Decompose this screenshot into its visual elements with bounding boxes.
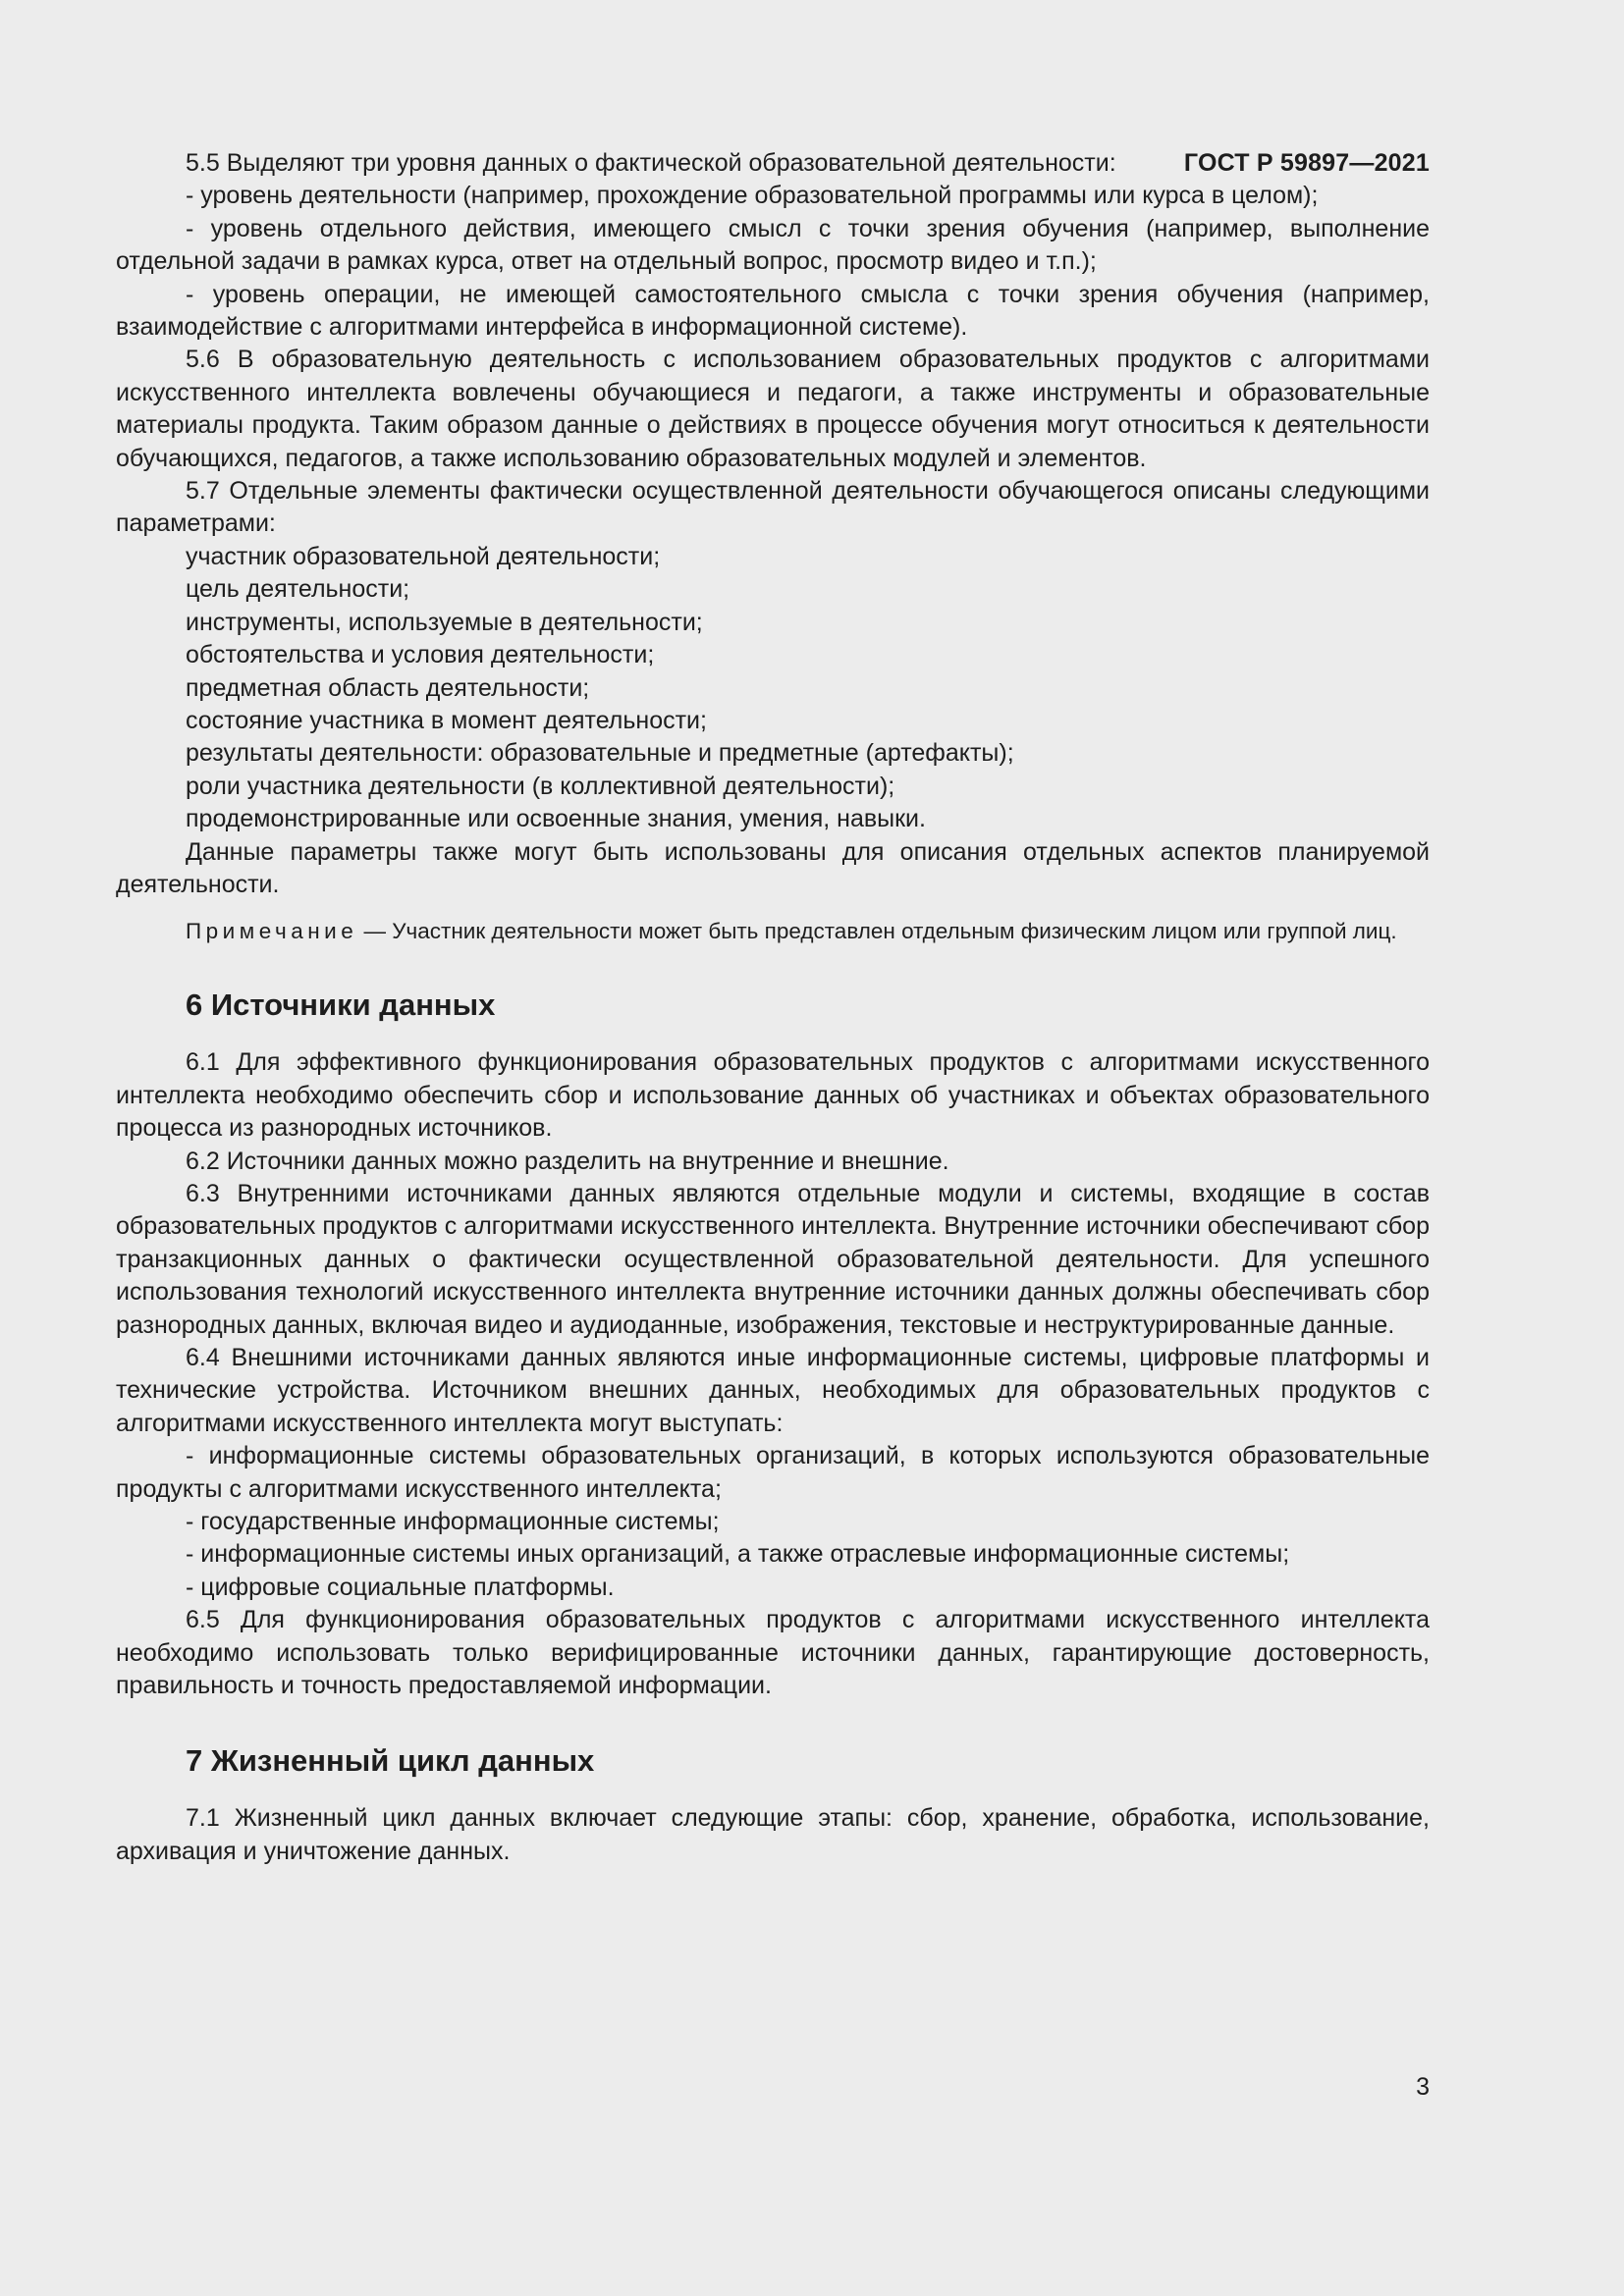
paragraph-5-6: 5.6 В образовательную деятельность с использованием образовательных продуктов с алгоритмами искусственного интеллекта вовлечены обучающиеся и педагоги, а также инструменты и образовательные материалы продукта. Таким образом данные о действиях в процессе обучения могут относиться к деятельности обучающихся, педагогов, а также использованию образовательных модулей и элементов.: [116, 346, 1430, 472]
document-code-header: ГОСТ Р 59897—2021: [1183, 149, 1430, 177]
paragraph-6-5: 6.5 Для функционирования образовательных продуктов с алгоритмами искусственного интеллекта необходимо использовать только верифицированные источники данных, гарантирующие достоверность, правильность и точность предоставляемой информации.: [116, 1606, 1430, 1700]
list-item: состояние участника в момент деятельности;: [186, 706, 707, 734]
list-item: участник образовательной деятельности;: [186, 542, 661, 570]
list-item: - уровень отдельного действия, имеющего смысл с точки зрения обучения (например, выполнение отдельной задачи в рамках курса, ответ на отдельный вопрос, просмотр видео и т.п.);: [116, 214, 1430, 276]
list-item: роли участника деятельности (в коллективной деятельности);: [186, 772, 895, 800]
note-text: — Участник деятельности может быть представлен отдельным физическим лицом или группой лиц.: [357, 919, 1397, 944]
paragraph-6-1: 6.1 Для эффективного функционирования образовательных продуктов с алгоритмами искусственного интеллекта необходимо обеспечить сбор и использование данных об участниках и объектах образовательного процесса из разнородных источников.: [116, 1048, 1430, 1143]
list-item: - государственные информационные системы;: [186, 1508, 720, 1536]
paragraph-5-7: 5.7 Отдельные элементы фактически осуществленной деятельности обучающегося описаны следующими параметрами:: [116, 477, 1430, 538]
list-item: - цифровые социальные платформы.: [186, 1573, 615, 1601]
note-label: Примечание: [186, 919, 358, 944]
paragraph-5-5: 5.5 Выделяют три уровня данных о фактической образовательной деятельности:: [186, 149, 1116, 177]
section-6-heading: 6 Источники данных: [186, 988, 496, 1023]
page-number: 3: [1416, 2073, 1430, 2101]
list-item: - информационные системы иных организаций, а также отраслевые информационные системы;: [186, 1540, 1290, 1569]
section-7-heading: 7 Жизненный цикл данных: [186, 1743, 595, 1779]
list-item: продемонстрированные или освоенные знания, умения, навыки.: [186, 805, 926, 833]
note: [116, 917, 1430, 946]
list-item: цель деятельности;: [186, 575, 410, 604]
list-item: обстоятельства и условия деятельности;: [186, 641, 655, 669]
paragraph-6-4: 6.4 Внешними источниками данных являются иные информационные системы, цифровые платформы и технические устройства. Источником внешних данных, необходимых для образовательных продуктов с алгоритмами искусственного интеллекта могут выступать:: [116, 1344, 1430, 1437]
list-item: предметная область деятельности;: [186, 673, 590, 702]
list-item: инструменты, используемые в деятельности;: [186, 608, 703, 636]
paragraph-7-1: 7.1 Жизненный цикл данных включает следующие этапы: сбор, хранение, обработка, использование, архивация и уничтожение данных.: [116, 1804, 1430, 1865]
list-item: - информационные системы образовательных организаций, в которых используются образовательные продукты с алгоритмами искусственного интеллекта;: [116, 1442, 1430, 1503]
list-item: результаты деятельности: образовательные и предметные (артефакты);: [186, 739, 1014, 768]
list-item: - уровень операции, не имеющей самостоятельного смысла с точки зрения обучения (например, взаимодействие с алгоритмами интерфейса в информационной системе).: [116, 280, 1430, 342]
paragraph-6-3: 6.3 Внутренними источниками данных являются отдельные модули и системы, входящие в состав образовательных продуктов с алгоритмами искусственного интеллекта. Внутренние источники обеспечивают сбор транзакционных данных о фактически осуществленной образовательной деятельности. Для успешного использования технологий искусственного интеллекта внутренние источники данных должны обеспечивать сбор разнородных данных, включая видео и аудиоданные, изображения, текстовые и неструктурированные данные.: [116, 1179, 1430, 1339]
paragraph-6-2: 6.2 Источники данных можно разделить на внутренние и внешние.: [186, 1147, 949, 1175]
paragraph-5-7-tail: Данные параметры также могут быть использованы для описания отдельных аспектов планируемой деятельности.: [116, 837, 1430, 898]
list-item: - уровень деятельности (например, прохождение образовательной программы или курса в целом);: [186, 182, 1319, 210]
document-body: [116, 147, 1430, 1868]
